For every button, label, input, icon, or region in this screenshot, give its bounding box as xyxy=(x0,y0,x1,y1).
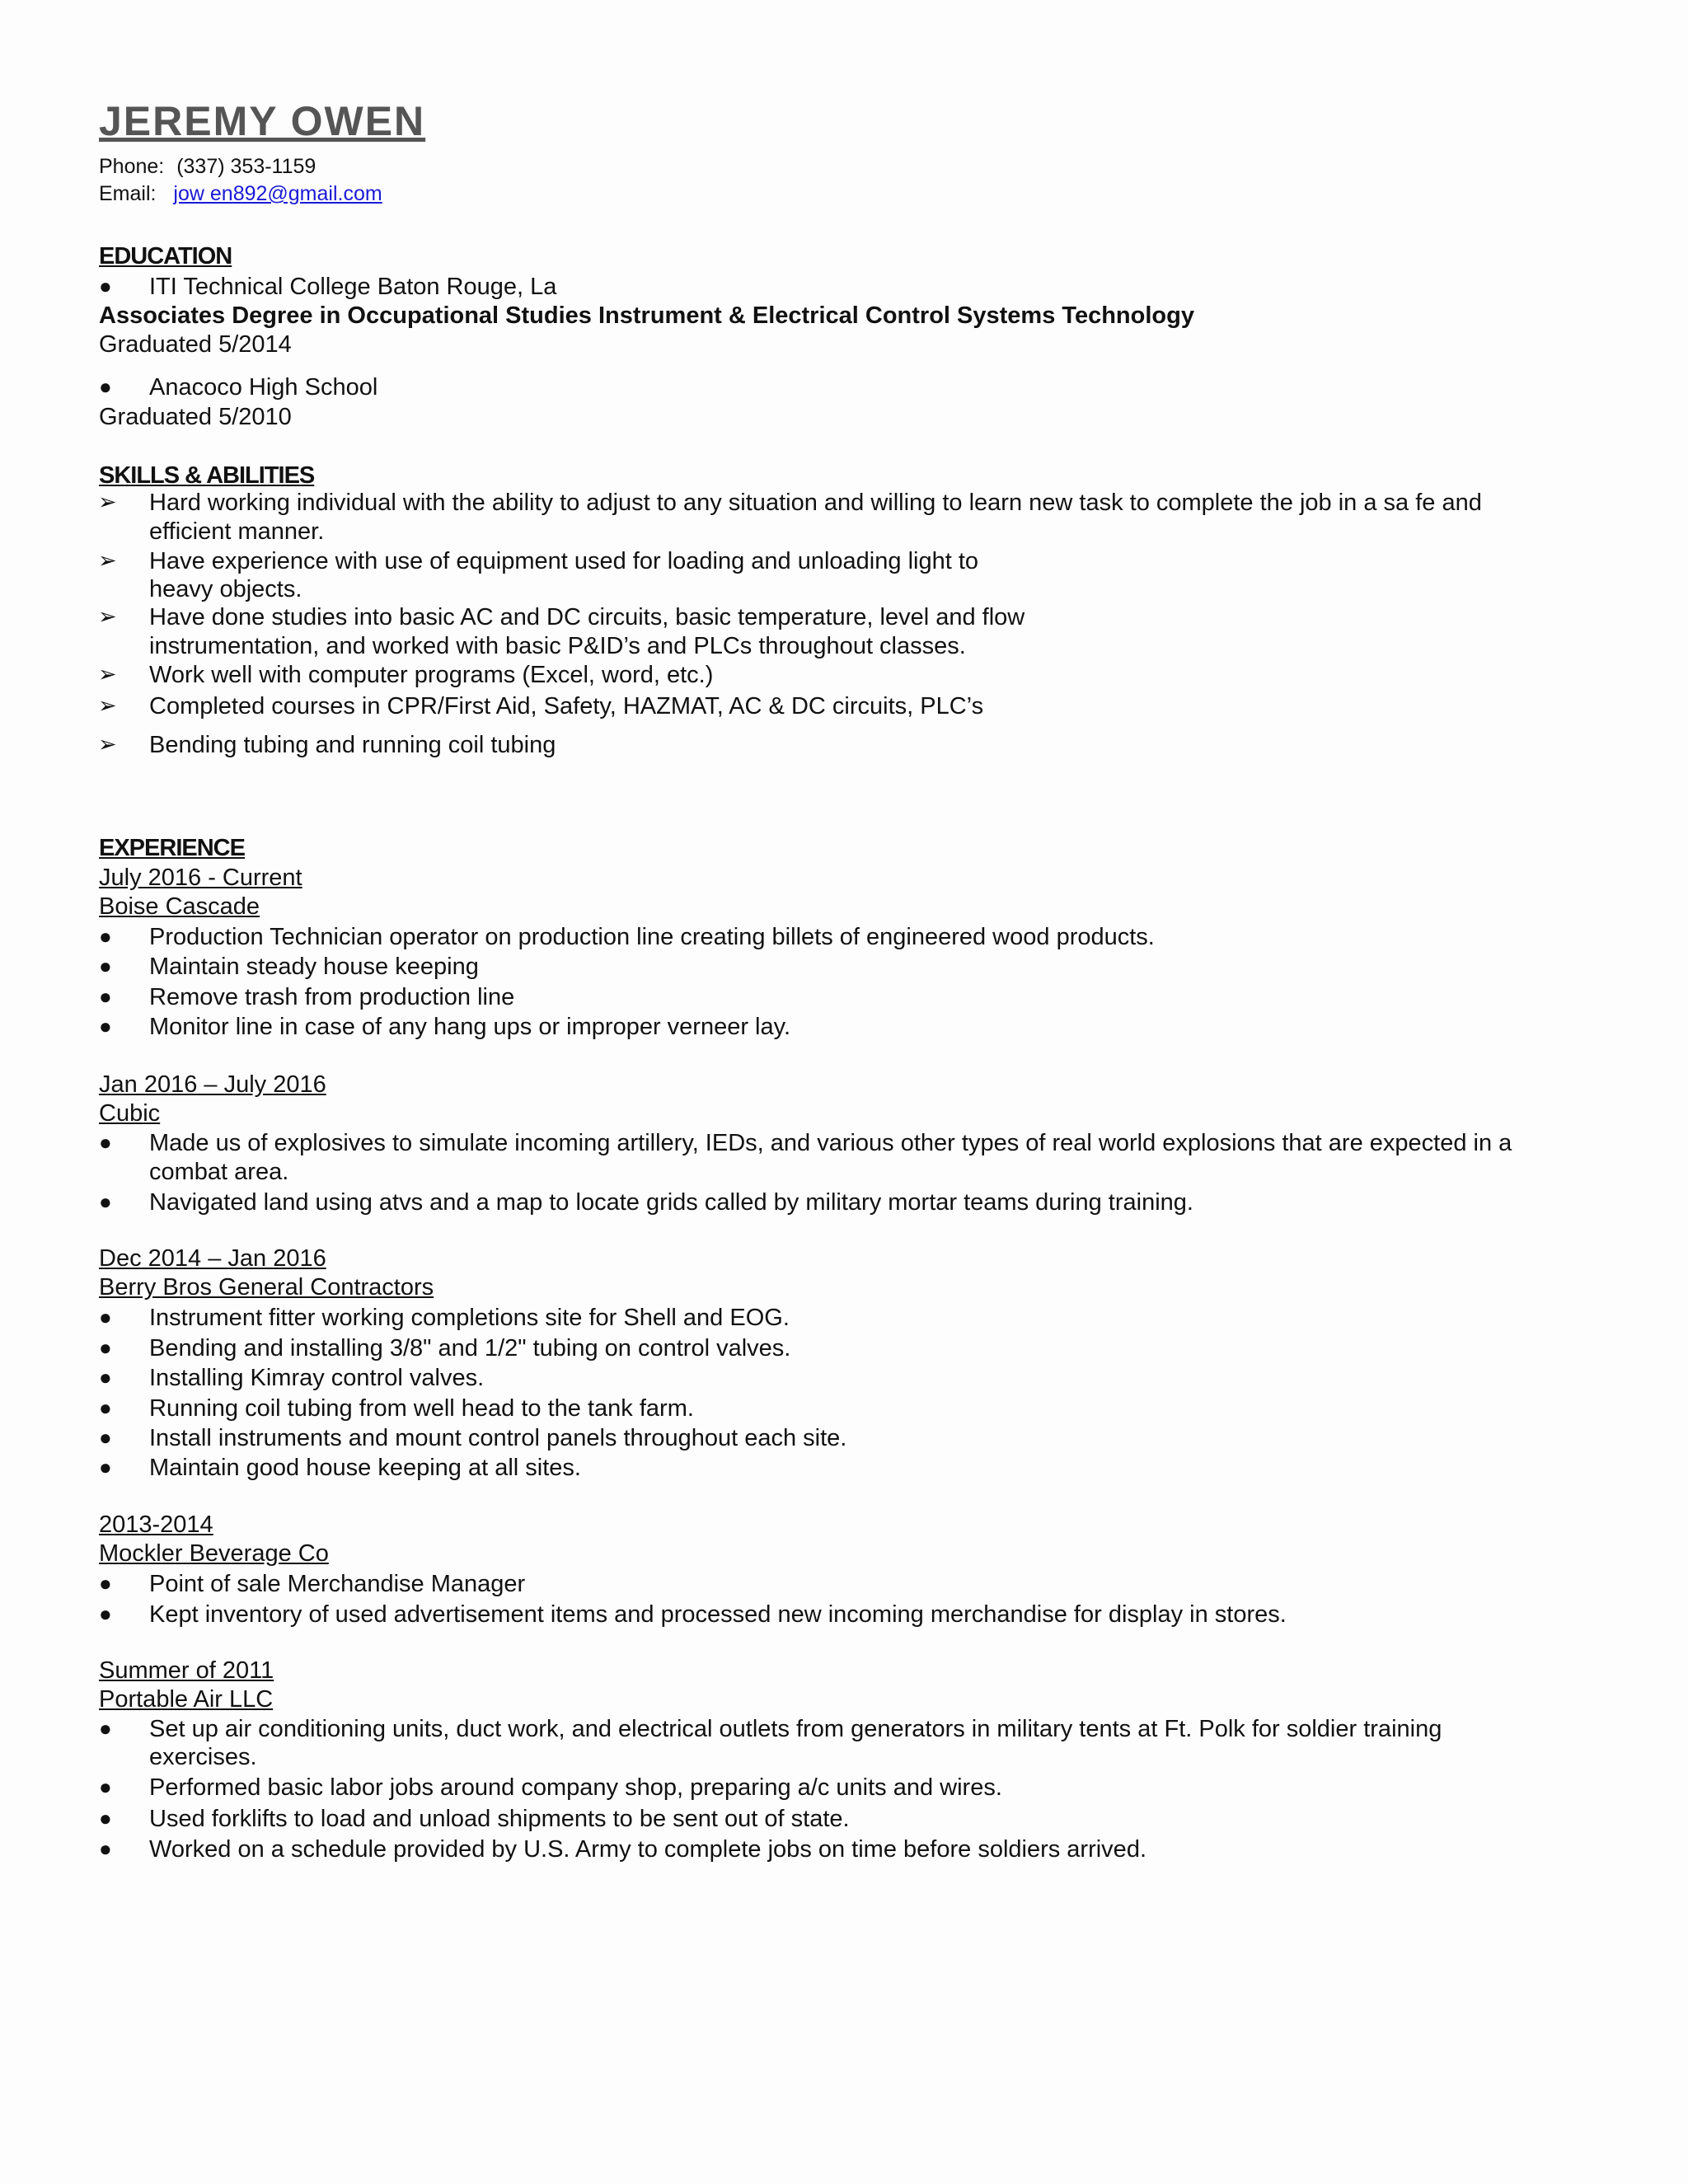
bullet-icon: ● xyxy=(99,924,112,949)
job-duty: Running coil tubing from well head to the tank farm. xyxy=(149,1395,694,1422)
job-duty: Production Technician operator on production line creating billets of engineered wood products. xyxy=(149,924,1155,950)
job-dates: Summer of 2011 xyxy=(99,1657,274,1684)
skill-line: Bending tubing and running coil tubing xyxy=(149,732,556,758)
job-duty: combat area. xyxy=(149,1159,289,1185)
job-dates: Dec 2014 – Jan 2016 xyxy=(99,1245,326,1272)
job-duty: Used forklifts to load and unload shipments to be sent out of state. xyxy=(149,1806,850,1832)
candidate-name: JEREMY OWEN xyxy=(99,98,426,144)
bullet-icon: ● xyxy=(99,1455,112,1479)
job-duty: Remove trash from production line xyxy=(149,984,515,1010)
skill-line: Have experience with use of equipment used for loading and unloading light to xyxy=(149,548,979,574)
bullet-icon: ● xyxy=(99,1425,112,1450)
job-duty: Instrument fitter working completions site for Shell and EOG. xyxy=(149,1305,790,1331)
job-duty: Installing Kimray control valves. xyxy=(149,1365,485,1391)
skill-line: Hard working individual with the ability to adjust to any situation and willing to learn new task to complete the job in a sa fe and xyxy=(149,490,1482,516)
bullet-icon: ● xyxy=(99,1774,112,1799)
job-company: Berry Bros General Contractors xyxy=(99,1274,434,1301)
skill-line: Completed courses in CPR/First Aid, Safety, HAZMAT, AC & DC circuits, PLC’s xyxy=(149,693,984,719)
job-duty: Made us of explosives to simulate incoming artillery, IEDs, and various other types of real world explosions that are expected in a xyxy=(149,1130,1512,1156)
job-dates: Jan 2016 – July 2016 xyxy=(99,1071,326,1098)
job-duty: Performed basic labor jobs around company shop, preparing a/c units and wires. xyxy=(149,1774,1002,1801)
bullet-icon: ● xyxy=(99,984,112,1009)
job-duty: Kept inventory of used advertisement items and processed new incoming merchandise for display in stores. xyxy=(149,1601,1287,1628)
job-company: Portable Air LLC xyxy=(99,1686,274,1713)
education-graduated-2: Graduated 5/2010 xyxy=(99,404,292,430)
bullet-icon: ● xyxy=(99,1395,112,1420)
job-company: Cubic xyxy=(99,1100,161,1127)
job-duty: Maintain good house keeping at all sites. xyxy=(149,1455,581,1481)
education-graduated-1: Graduated 5/2014 xyxy=(99,331,292,358)
skill-line: heavy objects. xyxy=(149,576,302,602)
job-dates: 2013-2014 xyxy=(99,1511,213,1538)
job-duty: Navigated land using atvs and a map to locate grids called by military mortar teams during training. xyxy=(149,1189,1193,1216)
arrow-bullet-icon: ➢ xyxy=(98,548,117,573)
bullet-icon: ● xyxy=(99,1335,112,1360)
education-school-2: Anacoco High School xyxy=(149,374,378,401)
job-duty: Worked on a schedule provided by U.S. Army to complete jobs on time before soldiers arrived. xyxy=(149,1836,1146,1863)
bullet-icon: ● xyxy=(99,1601,112,1626)
arrow-bullet-icon: ➢ xyxy=(98,604,117,629)
job-duty: Install instruments and mount control panels throughout each site. xyxy=(149,1425,847,1451)
bullet-icon: ● xyxy=(99,1189,112,1214)
phone-label: Phone: xyxy=(99,155,165,178)
job-company: Boise Cascade xyxy=(99,893,260,920)
experience-heading: EXPERIENCE xyxy=(99,835,245,861)
job-duty: Monitor line in case of any hang ups or improper verneer lay. xyxy=(149,1014,791,1040)
job-dates: July 2016 - Current xyxy=(99,865,302,891)
job-company: Mockler Beverage Co xyxy=(99,1540,329,1567)
job-duty: exercises. xyxy=(149,1744,257,1770)
bullet-icon: ● xyxy=(99,1806,112,1830)
bullet-icon: ● xyxy=(99,274,112,298)
education-school-1: ITI Technical College Baton Rouge, La xyxy=(149,274,557,300)
phone-number: (337) 353-1159 xyxy=(176,155,316,178)
email-line xyxy=(99,182,382,206)
bullet-icon: ● xyxy=(99,1836,112,1861)
skill-line: Work well with computer programs (Excel, word, etc.) xyxy=(149,662,714,688)
bullet-icon: ● xyxy=(99,954,112,978)
email-link[interactable]: jow en892@gmail.com xyxy=(173,182,382,205)
bullet-icon: ● xyxy=(99,1130,112,1155)
skill-line: efficient manner. xyxy=(149,518,325,545)
bullet-icon: ● xyxy=(99,1365,112,1390)
skill-line: Have done studies into basic AC and DC circuits, basic temperature, level and flow xyxy=(149,604,1025,630)
job-duty: Maintain steady house keeping xyxy=(149,954,479,980)
bullet-icon: ● xyxy=(99,1716,112,1741)
email-label: Email: xyxy=(99,182,157,205)
education-heading: EDUCATION xyxy=(99,243,232,269)
bullet-icon: ● xyxy=(99,1014,112,1038)
bullet-icon: ● xyxy=(99,374,112,399)
skills-heading: SKILLS & ABILITIES xyxy=(99,462,315,489)
phone-line xyxy=(99,155,316,179)
arrow-bullet-icon: ➢ xyxy=(98,693,117,718)
job-duty: Set up air conditioning units, duct work, and electrical outlets from generators in military tents at Ft. Polk for soldier training xyxy=(149,1716,1442,1742)
education-degree: Associates Degree in Occupational Studies Instrument & Electrical Control Systems Technology xyxy=(99,302,1194,329)
arrow-bullet-icon: ➢ xyxy=(98,732,117,757)
job-duty: Bending and installing 3/8" and 1/2" tubing on control valves. xyxy=(149,1335,791,1361)
bullet-icon: ● xyxy=(99,1571,112,1596)
job-duty: Point of sale Merchandise Manager xyxy=(149,1571,526,1597)
bullet-icon: ● xyxy=(99,1305,112,1329)
arrow-bullet-icon: ➢ xyxy=(98,662,117,687)
skill-line: instrumentation, and worked with basic P&ID’s and PLCs throughout classes. xyxy=(149,633,966,659)
arrow-bullet-icon: ➢ xyxy=(98,490,117,514)
